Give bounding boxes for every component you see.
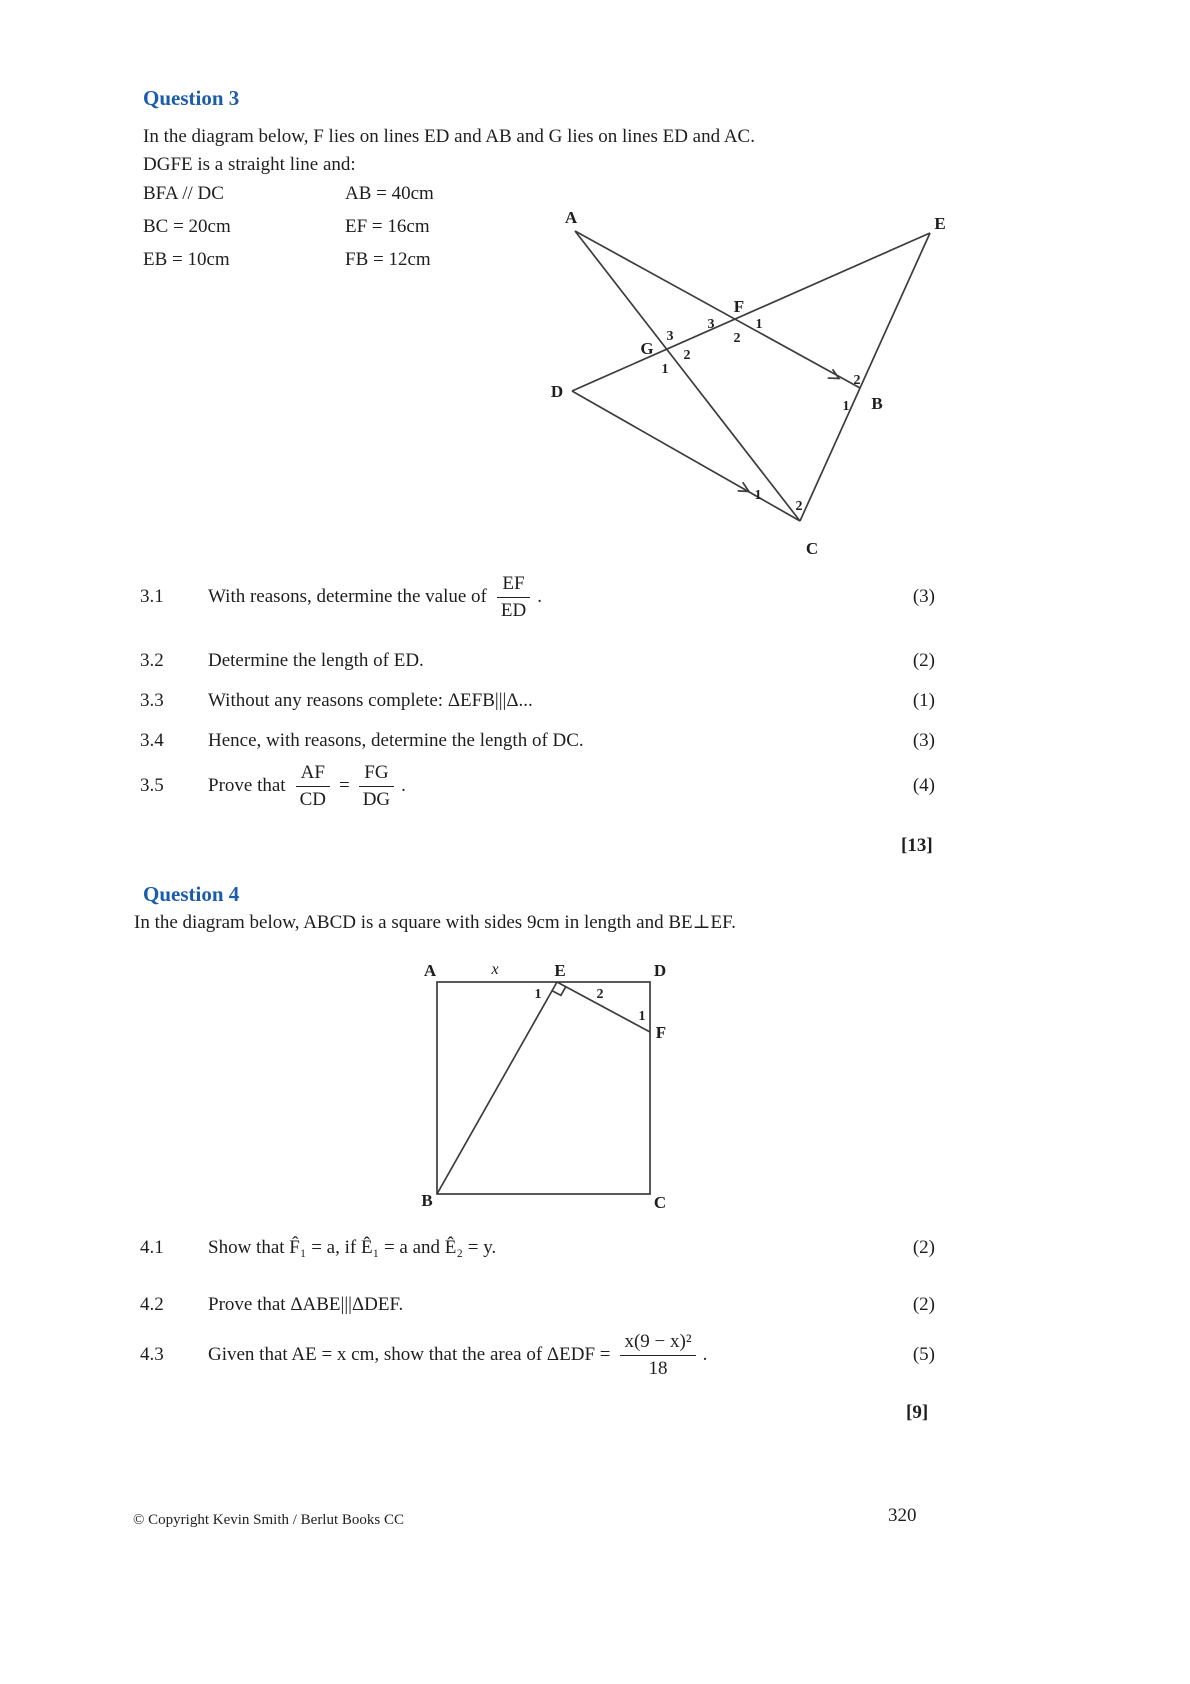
item-text-post: . bbox=[702, 1343, 708, 1365]
item-text: Hence, with reasons, determine the length of DC. bbox=[208, 730, 584, 751]
q3-given-FB: FB = 12cm bbox=[345, 249, 431, 270]
fraction-numerator: x(9 − x)² bbox=[620, 1332, 695, 1356]
item-text-pre: Prove that bbox=[208, 774, 286, 796]
item-text: Show that F̂₁ = a, if Ê₁ = a and Ê₂ = y. bbox=[208, 1237, 497, 1258]
angle-label-F3: 3 bbox=[707, 317, 715, 332]
point-label-C: C bbox=[653, 1193, 667, 1212]
line-BE bbox=[437, 982, 557, 1194]
q3-given-AB: AB = 40cm bbox=[345, 183, 434, 204]
item-text-pre: Given that AE = x cm, show that the area of ΔEDF = bbox=[208, 1343, 611, 1365]
item-marks: (1) bbox=[912, 690, 935, 711]
item-text-post: . bbox=[401, 774, 406, 796]
fraction-numerator: EF bbox=[497, 574, 530, 598]
item-text-post: . bbox=[537, 585, 542, 607]
copyright-notice: © Copyright Kevin Smith / Berlut Books CC bbox=[133, 1512, 404, 1528]
item-number: 3.3 bbox=[140, 690, 164, 711]
point-label-C: C bbox=[805, 539, 819, 558]
item-text: Determine the length of ED. bbox=[208, 650, 424, 671]
line-AGC bbox=[575, 231, 800, 521]
angle-label-G1: 1 bbox=[661, 362, 669, 377]
point-label-B: B bbox=[421, 1191, 433, 1210]
item-text-pre: With reasons, determine the value of bbox=[208, 585, 487, 607]
item-number: 4.2 bbox=[140, 1294, 164, 1315]
q4-item-1 bbox=[140, 1234, 935, 1262]
item-number: 3.5 bbox=[140, 775, 164, 797]
line-EF bbox=[557, 982, 650, 1032]
line-AFB bbox=[575, 231, 860, 388]
q3-geometry-diagram bbox=[530, 196, 970, 571]
line-DGFE bbox=[572, 233, 930, 391]
q3-item-2 bbox=[140, 647, 935, 675]
fraction-denominator: DG bbox=[362, 788, 391, 810]
fraction-denominator: CD bbox=[299, 788, 326, 810]
item-text: Prove that ΔABE|||ΔDEF. bbox=[208, 1294, 404, 1315]
item-marks: (2) bbox=[912, 1294, 935, 1315]
point-label-D: D bbox=[550, 382, 564, 401]
fraction-FG-DG bbox=[359, 763, 394, 810]
line-EBC bbox=[800, 233, 930, 521]
item-marks: (2) bbox=[912, 1237, 935, 1258]
angle-label-F2: 2 bbox=[733, 331, 741, 346]
equals-sign: = bbox=[338, 774, 350, 796]
q4-total-marks: [9] bbox=[906, 1402, 929, 1423]
item-number: 4.1 bbox=[140, 1237, 164, 1258]
fraction-denominator: ED bbox=[500, 599, 527, 621]
fraction-numerator: FG bbox=[359, 763, 394, 787]
length-label-x: x bbox=[491, 961, 499, 978]
item-marks: (2) bbox=[912, 650, 935, 671]
q3-item-3 bbox=[140, 687, 935, 715]
item-text bbox=[208, 1332, 913, 1379]
point-label-A: A bbox=[564, 208, 578, 227]
q3-intro-line1: In the diagram below, F lies on lines ED and AB and G lies on lines ED and AC. bbox=[143, 126, 755, 147]
item-text bbox=[208, 763, 913, 810]
q4-intro: In the diagram below, ABCD is a square with sides 9cm in length and BE⊥EF. bbox=[134, 912, 736, 933]
point-label-A: A bbox=[423, 961, 437, 980]
q4-item-2 bbox=[140, 1291, 935, 1319]
item-number: 3.1 bbox=[140, 586, 164, 608]
item-number: 3.2 bbox=[140, 650, 164, 671]
q3-given-EF: EF = 16cm bbox=[345, 216, 430, 237]
q4-geometry-diagram bbox=[410, 952, 690, 1217]
q4-item-3 bbox=[140, 1332, 935, 1379]
item-marks: (4) bbox=[912, 775, 935, 797]
question-3-heading: Question 3 bbox=[143, 86, 240, 110]
angle-label-B2: 2 bbox=[853, 373, 861, 388]
q3-given-BC: BC = 20cm bbox=[143, 216, 231, 237]
point-label-E: E bbox=[554, 961, 566, 980]
q3-item-1 bbox=[140, 574, 935, 621]
line-DC bbox=[572, 391, 800, 521]
fraction-denominator: 18 bbox=[648, 1357, 668, 1379]
q3-intro-line2: DGFE is a straight line and: bbox=[143, 154, 356, 175]
point-label-B: B bbox=[871, 394, 883, 413]
item-number: 4.3 bbox=[140, 1344, 164, 1366]
page-number: 320 bbox=[888, 1505, 917, 1526]
point-label-G: G bbox=[640, 339, 654, 358]
angle-label-E1: 1 bbox=[534, 987, 542, 1002]
point-label-F: F bbox=[655, 1023, 667, 1042]
point-label-D: D bbox=[653, 961, 667, 980]
angle-label-F1: 1 bbox=[755, 317, 763, 332]
angle-label-F1: 1 bbox=[638, 1009, 646, 1024]
q3-item-4 bbox=[140, 727, 935, 755]
q3-item-5 bbox=[140, 763, 935, 810]
fraction-area-EDF bbox=[620, 1332, 695, 1379]
angle-label-C2: 2 bbox=[795, 499, 803, 514]
fraction-AF-CD bbox=[296, 763, 330, 810]
angle-label-C1: 1 bbox=[754, 488, 762, 503]
angle-label-B1: 1 bbox=[842, 399, 850, 414]
square-ABCD bbox=[437, 982, 650, 1194]
fraction-EF-ED bbox=[497, 574, 530, 621]
item-text bbox=[208, 574, 913, 621]
q3-total-marks: [13] bbox=[901, 835, 933, 856]
point-label-F: F bbox=[733, 297, 745, 316]
item-marks: (3) bbox=[912, 730, 935, 751]
q3-given-parallel: BFA // DC bbox=[143, 183, 224, 204]
angle-label-E2: 2 bbox=[596, 987, 604, 1002]
angle-label-G3: 3 bbox=[666, 329, 674, 344]
angle-label-G2: 2 bbox=[683, 348, 691, 363]
q3-given-EB: EB = 10cm bbox=[143, 249, 230, 270]
item-number: 3.4 bbox=[140, 730, 164, 751]
fraction-numerator: AF bbox=[296, 763, 330, 787]
item-marks: (5) bbox=[912, 1344, 935, 1366]
question-4-heading: Question 4 bbox=[143, 882, 240, 906]
item-text: Without any reasons complete: ΔEFB|||Δ... bbox=[208, 690, 533, 711]
item-marks: (3) bbox=[912, 586, 935, 608]
point-label-E: E bbox=[934, 214, 946, 233]
